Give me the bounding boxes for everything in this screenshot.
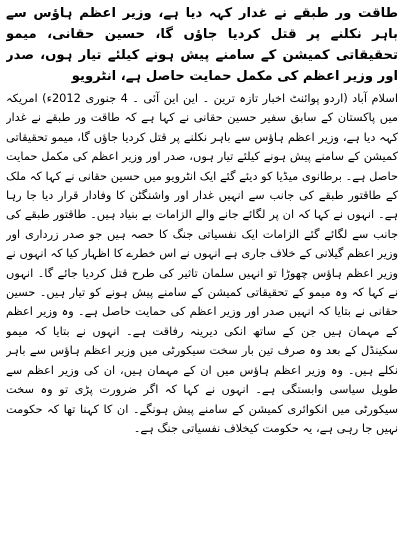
article-dateline: اسلام آباد (اردو پوائنٹ اخبار تازہ ترین ۔ این این آئی ۔ 4 جنوری 2012ء)	[42, 91, 398, 105]
article-headline: طاقت ور طبقے نے غدار کہہ دیا ہے، وزیر اعظم ہاؤس سے باہر نکلنے پر قتل کردیا جاؤں گا، حسین حقانی، میمو تحقیقاتی کمیشن کے سامنے پیش ہونے کیلئے تیار ہوں، صدر اور وزیر اعظم کی مکمل حمایت حاصل ہے، انٹرویو	[6, 6, 398, 84]
article-body-paragraph	[6, 89, 398, 539]
article-body-text: امریکہ میں پاکستان کے سابق سفیر حسین حقانی نے کہا ہے کہ طاقت ور طبقے نے غدار کہہ دیا ہے، وزیر اعظم ہاؤس سے باہر نکلنے پر قتل کردیا جاؤں گا، میمو تحقیقاتی کمیشن کے سامنے پیش ہونے کیلئے تیار ہوں، صدر اور وزیر اعظم کی مکمل حمایت حاصل ہے۔ برطانوی میڈیا کو دیئے گئے ایک انٹرویو میں حسین حقانی نے کہا کہ ملک کے طاقتور طبقے کی جانب سے انہیں غدار اور واشنگٹن کا وفادار قرار دیا جا رہا ہے۔ انہوں نے کہا کہ ان پر لگائے جانے والے الزامات بے بنیاد ہیں۔ طاقتور طبقے کی جانب سے لگائے گئے الزامات ایک نفسیاتی جنگ کا حصہ ہیں جو صدر زرداری اور وزیر اعظم گیلانی کے خلاف جاری ہے انہوں نے اس خطرے کا اظہار کیا کہ انہوں نے وزیر اعظم ہاؤس چھوڑا تو انہیں سلمان تاثیر کی طرح قتل کردیا جائے گا۔ انہوں نے کہا کہ وہ میمو کے تحقیقاتی کمیشن کے سامنے پیش ہونے کو تیار ہیں۔ حسین حقانی نے بتایا کہ انہیں صدر اور وزیر اعظم کی حمایت حاصل ہے۔ وہ وزیر اعظم کے مہمان ہیں جن کے ساتھ انکی دیرینہ رفاقت ہے۔ انہوں نے بتایا کہ میمو سکینڈل کے بعد وہ صرف تین بار سخت سیکورٹی میں وزیر اعظم ہاؤس سے باہر نکلے ہیں۔ وہ وزیر اعظم ہاؤس میں ان کے مہمان ہیں، ان کی وزیر اعظم سے طویل سیاسی وابستگی ہے۔ انہوں نے کہا کہ اگر ضرورت پڑی تو وہ سخت سیکورٹی میں انکوائری کمیشن کے سامنے پیش ہونگے۔ ان کا کہنا تھا کہ حکومت نہیں جا رہی ہے، یہ حکومت کیخلاف نفسیاتی جنگ ہے۔	[6, 91, 398, 435]
